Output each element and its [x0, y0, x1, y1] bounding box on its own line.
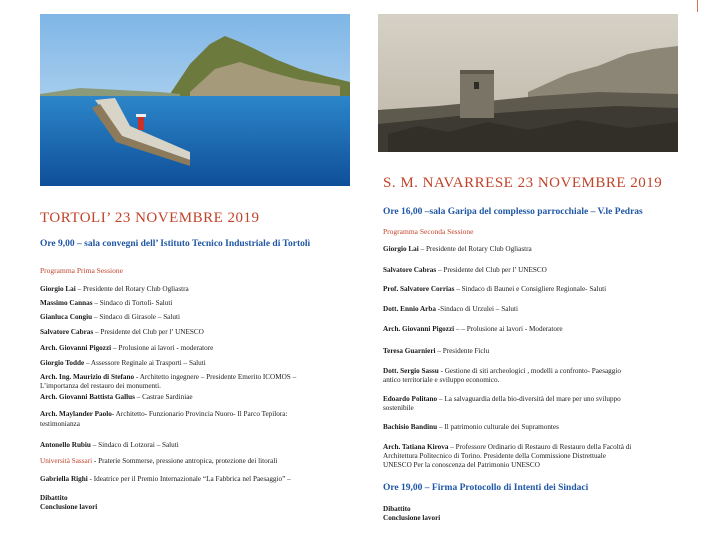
- speaker-role: - Praterie Sommerse, pressione antropica, protezione dei litorali: [92, 457, 278, 465]
- speaker-name: Gabriella Righi: [40, 475, 88, 483]
- program-item: [383, 423, 559, 432]
- program-item-continuation: [40, 420, 80, 429]
- speaker-name: Giorgio Todde: [40, 359, 85, 367]
- program-item: [40, 494, 68, 503]
- program-item: [383, 367, 621, 376]
- speaker-name: Salvatore Cabras: [383, 266, 437, 274]
- speaker-name: Arch. Giovanni Pigozzi: [383, 325, 455, 333]
- speaker-name: Prof. Salvatore Corrias: [383, 285, 455, 293]
- speaker-name: Arch. Ing. Maurizio di Stefano: [40, 373, 135, 381]
- speaker-role: -Sindaco di Urzulei – Saluti: [435, 305, 518, 313]
- speaker-role: – Presidente del Rotary Club Ogliastra: [418, 245, 532, 253]
- program-item: [40, 393, 193, 402]
- speaker-role: – La salvaguardia della bio-diversità del mare per uno sviluppo: [437, 395, 621, 403]
- program-item: [383, 285, 606, 294]
- speaker-role: – Presidente del Club per l’ UNESCO: [436, 266, 547, 274]
- tortoli-time-line: Ore 9,00 – sala convegni dell’ Istituto Tecnico Industriale di Tortolì: [40, 239, 311, 249]
- program-item: [40, 285, 189, 294]
- speaker-name: Antonello Rubiu: [40, 441, 91, 449]
- conclusione-label: Conclusione lavori: [40, 503, 98, 511]
- program-item: [40, 475, 291, 484]
- speaker-name: Salvatore Cabras: [40, 328, 94, 336]
- program-item: [383, 347, 489, 356]
- program-item-continuation: [383, 452, 606, 461]
- speaker-role: – Sindaco di Baunei e Consigliere Regionale- Saluti: [454, 285, 607, 293]
- navarrese-time-line: Ore 16,00 –sala Garipa del complesso parrocchiale – V.le Pedras: [383, 207, 643, 217]
- speaker-name: Massimo Cannas: [40, 299, 93, 307]
- program-item: [383, 395, 621, 404]
- speaker-role: – Sindaco di Lotzorai – Saluti: [90, 441, 179, 449]
- speaker-role: - Architetto- Funzionario Provincia Nuoro- Il Parco Tepilora:: [111, 410, 288, 418]
- program-item: [40, 441, 179, 450]
- speaker-role: – Presidente del Club per l’ UNESCO: [93, 328, 204, 336]
- speaker-role: – Castrae Sardiniae: [134, 393, 193, 401]
- navarrese-tower-photo: [378, 14, 678, 152]
- program-item: [40, 344, 213, 353]
- speaker-name: Arch. Tatiana Kirova: [383, 443, 449, 451]
- program-item: [40, 299, 172, 308]
- speaker-name: Università Sassari: [40, 457, 93, 465]
- program-item-continuation: [383, 461, 540, 470]
- speaker-name: Dott. Sergio Sassu: [383, 367, 439, 375]
- program-item: [40, 457, 277, 466]
- speaker-role: antico territoriale e sviluppo economico.: [383, 376, 500, 384]
- speaker-name: Giorgio Lai: [40, 285, 76, 293]
- tortoli-date-title: TORTOLI’ 23 NOVEMBRE 2019: [40, 210, 260, 226]
- speaker-name: Arch. Giovanni Battista Gallus: [40, 393, 135, 401]
- speaker-role: L’importanza del restauro dei monumenti.: [40, 382, 161, 390]
- program-item: [40, 313, 180, 322]
- program-item: [40, 410, 287, 419]
- speaker-name: Arch. Giovanni Pigozzi: [40, 344, 112, 352]
- program-item-continuation: [383, 376, 499, 385]
- program-item: [383, 443, 631, 452]
- speaker-role: – Professore Ordinario di Restauro di Restauro della Facoltà di: [448, 443, 632, 451]
- speaker-role: - Ideatrice per il Premio Internazionale “La Fabbrica nel Paesaggio” –: [87, 475, 291, 483]
- program-item: [383, 245, 532, 254]
- speaker-name: Teresa Guarnieri: [383, 347, 436, 355]
- dibattito-label: Dibattito: [40, 494, 68, 502]
- program-item-continuation: [40, 382, 161, 391]
- speaker-role: – Assessore Reginale ai Trasporti – Saluti: [84, 359, 206, 367]
- program-item: [383, 305, 518, 314]
- speaker-role: – Sindaco di Tortolì- Saluti: [92, 299, 173, 307]
- program-item: [383, 505, 411, 514]
- tortoli-session-label: Programma Prima Sessione: [40, 266, 123, 275]
- speaker-name: Gianluca Congiu: [40, 313, 93, 321]
- program-item: [383, 325, 563, 334]
- speaker-role: – Presidente del Rotary Club Ogliastra: [75, 285, 189, 293]
- speaker-name: Dott. Ennio Arba: [383, 305, 436, 313]
- signing-line: Ore 19,00 – Firma Protocollo di Intenti dei Sindaci: [383, 483, 589, 493]
- navarrese-session-label: Programma Seconda Sessione: [383, 227, 474, 236]
- speaker-role: UNESCO Per la conoscenza del Patrimonio UNESCO: [383, 461, 540, 469]
- navarrese-date-title: S. M. NAVARRESE 23 NOVEMBRE 2019: [383, 175, 663, 191]
- dibattito-label: Dibattito: [383, 505, 411, 513]
- speaker-name: Edoardo Politano: [383, 395, 438, 403]
- speaker-role: Architettura Politecnico di Torino. Presidente della Commissione Distrettuale: [383, 452, 606, 460]
- speaker-role: – – Prolusione ai lavori - Moderatore: [454, 325, 563, 333]
- speaker-role: - Gestione di siti archeologici , modelli a confronto- Paesaggio: [438, 367, 621, 375]
- speaker-role: – Prolusione ai lavori - moderatore: [111, 344, 214, 352]
- speaker-role: sostenibile: [383, 404, 414, 412]
- speaker-role: – Sindaco di Girasole – Saluti: [92, 313, 180, 321]
- accent-bar: [697, 0, 698, 12]
- speaker-role: – Il patrimonio culturale dei Supramontes: [437, 423, 559, 431]
- program-item: [383, 514, 440, 523]
- speaker-name: Giorgio Lai: [383, 245, 419, 253]
- speaker-name: Arch. Maylander Paolo: [40, 410, 112, 418]
- program-item: [40, 373, 296, 382]
- speaker-role: – Presidente Ficlu: [435, 347, 490, 355]
- conclusione-label: Conclusione lavori: [383, 514, 441, 522]
- tortoli-harbor-photo: [40, 14, 350, 186]
- speaker-role: testimonianza: [40, 420, 80, 428]
- program-item: [383, 266, 547, 275]
- speaker-role: - Architetto ingegnere – Presidente Emerito ICOMOS –: [134, 373, 297, 381]
- program-item-continuation: [383, 404, 414, 413]
- speaker-name: Bachisio Bandinu: [383, 423, 438, 431]
- program-item: [383, 484, 588, 493]
- program-item: [40, 328, 204, 337]
- program-item: [40, 359, 206, 368]
- program-item: [40, 503, 97, 512]
